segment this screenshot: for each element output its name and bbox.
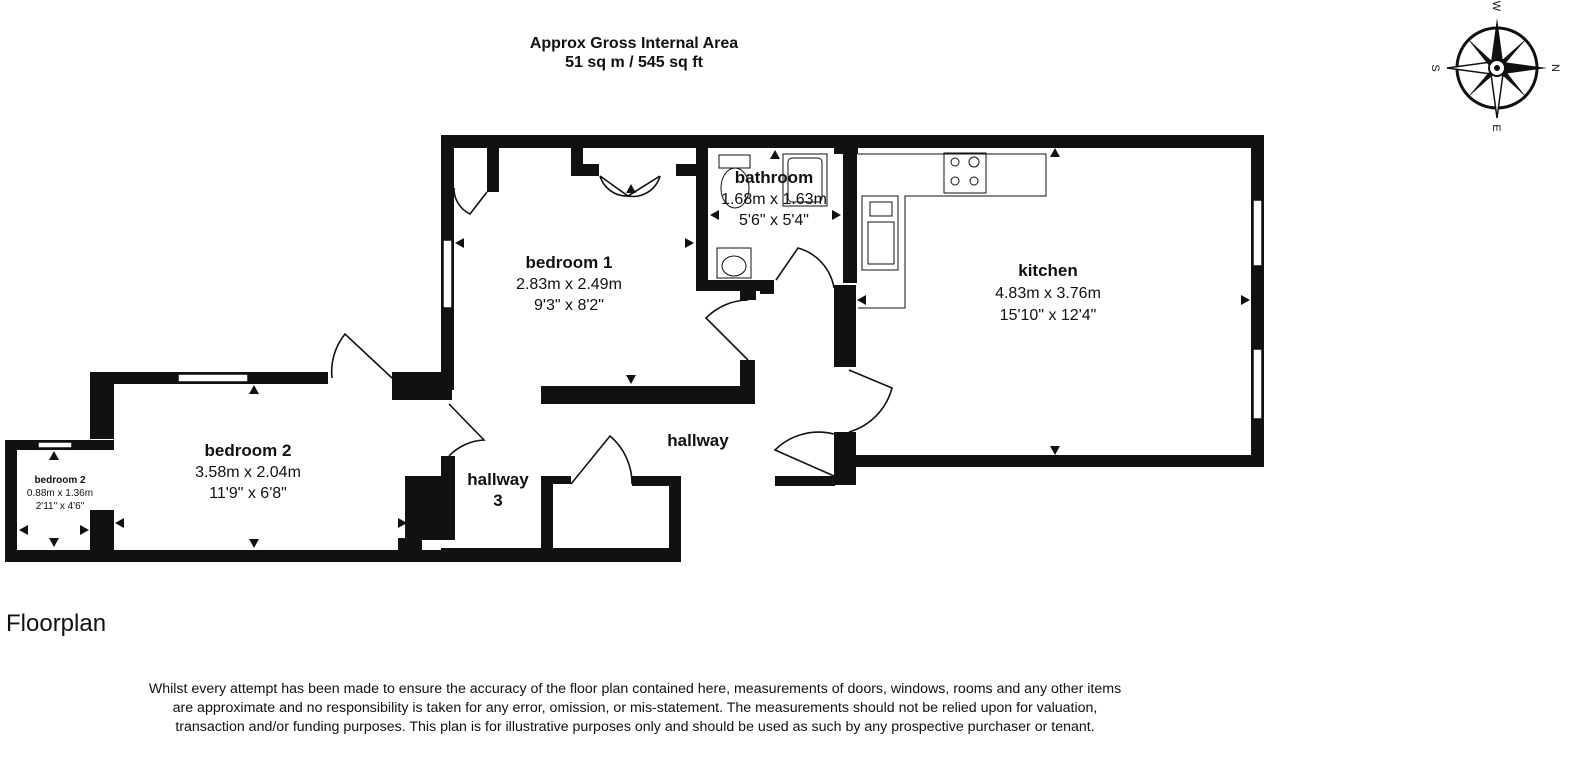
bedroom2-small-metric: 0.88m x 1.36m [26,488,94,499]
bedroom2-metric: 3.58m x 2.04m [195,464,301,481]
hallway-name: hallway [667,431,729,450]
compass-e: E [1490,124,1502,132]
area-value: 51 sq m / 545 sq ft [565,54,703,71]
walls [5,135,1264,562]
kitchen-name: kitchen [1018,261,1078,280]
door-cupboard-left [571,436,632,484]
floorplan-caption: Floorplan [6,610,107,637]
door-hallway3 [449,404,484,456]
door-bedroom2 [332,334,392,378]
area-title: Approx Gross Internal Area [529,35,739,52]
hallway3-line1: hallway [467,470,529,489]
dimension-arrows [19,148,1250,548]
kitchen-metric: 4.83m x 3.76m [995,285,1101,302]
door-cupboard-right [775,432,834,476]
bedroom2-name: bedroom 2 [204,441,292,460]
bedroom1-imperial: 9'3" x 8'2" [534,297,604,314]
bedroom2-imperial: 11'9" x 6'8" [209,485,287,502]
bathroom-imperial: 5'6" x 5'4" [739,212,809,229]
bathroom-name: bathroom [734,168,814,187]
compass-w: W [1490,0,1502,12]
door-bedroom1 [706,300,748,360]
compass-n: N [1549,64,1561,72]
bedroom2-small-imperial: 2'11" x 4'6" [35,501,85,512]
hallway3-line2: 3 [493,491,503,510]
compass-s: S [1429,64,1441,72]
compass-icon [1429,1,1561,132]
windows [38,200,1262,448]
area-header [484,34,784,72]
bathroom-metric: 1.68m x 1.63m [721,191,827,208]
bedroom1-name: bedroom 1 [525,253,613,272]
disclaimer-text: Whilst every attempt has been made to ensure the accuracy of the floor plan contained here, measurements of doors, windows, rooms and any other items are approximate and no responsibility is taken for any error, omission, or mis-statement. The measurements should not be relied upon for valuation, transaction and/or funding purposes. This plan is for illustrative purposes only and should be used as such by any prospective purchaser or tenant. [148,681,1122,735]
door-kitchen [849,370,892,432]
kitchen-imperial: 15'10" x 12'4" [999,307,1097,324]
bedroom2-small-name: bedroom 2 [34,475,86,486]
bedroom1-metric: 2.83m x 2.49m [516,276,622,293]
door-bedroom1-closet [454,188,487,214]
door-bathroom [776,248,834,288]
